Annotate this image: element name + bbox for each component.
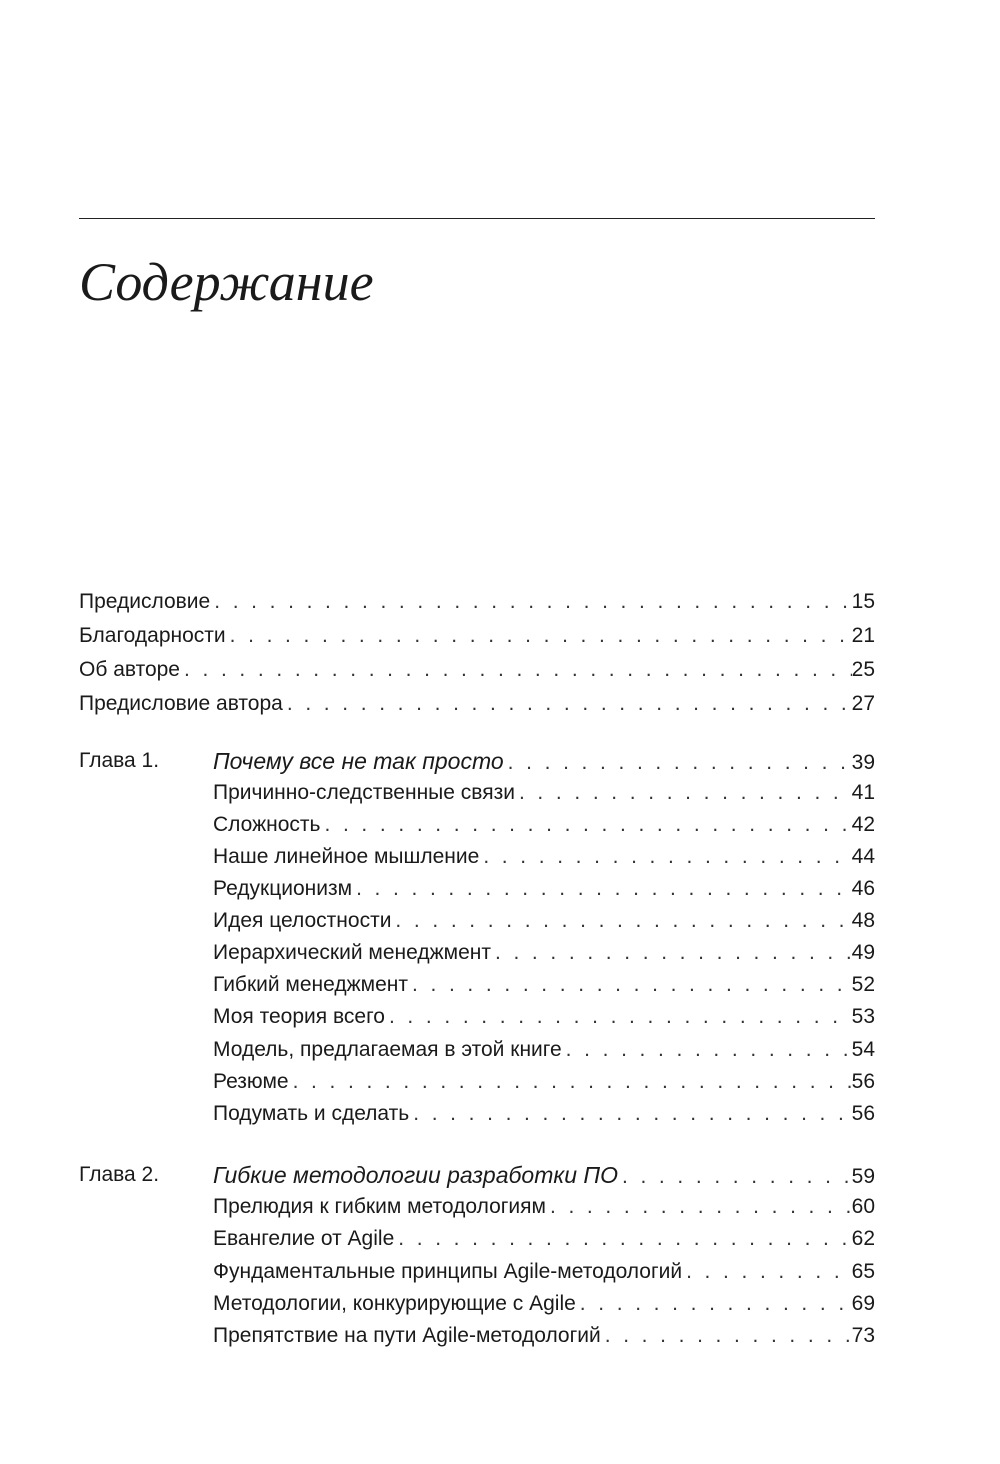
dot-leader [515, 777, 852, 809]
toc-section[interactable] [213, 1034, 875, 1066]
chapter-1-number: Глава 1. [79, 749, 160, 772]
toc-section[interactable] [213, 905, 875, 937]
toc-entry-label: Резюме [213, 1070, 289, 1093]
toc-entry-page: 21 [851, 624, 875, 647]
toc-entry-author-preface[interactable] [79, 688, 875, 720]
toc-section[interactable] [213, 1098, 875, 1130]
toc-entry-acknowledgements[interactable] [79, 620, 875, 652]
toc-entry-page: 52 [851, 973, 875, 996]
dot-leader [391, 905, 851, 937]
toc-entry-label: Иерархический менеджмент [213, 941, 491, 964]
toc-entry-label: Подумать и сделать [213, 1102, 410, 1125]
toc-entry-page: 49 [851, 941, 875, 964]
toc-entry-label: Редукционизм [213, 877, 353, 900]
toc-section[interactable] [213, 937, 875, 969]
toc-entry-page: 60 [851, 1195, 875, 1218]
dot-leader [479, 841, 851, 873]
toc-entry-page: 53 [851, 1005, 875, 1028]
dot-leader [546, 1191, 852, 1223]
toc-entry-page: 41 [851, 781, 875, 804]
toc-entry-label: Препятствие на пути Agile-методологий [213, 1324, 601, 1347]
toc-entry-label: Гибкий менеджмент [213, 973, 408, 996]
toc-section[interactable] [213, 1320, 875, 1352]
toc-section[interactable] [213, 1256, 875, 1288]
toc-section[interactable] [213, 777, 875, 809]
toc-section[interactable] [213, 841, 875, 873]
dot-leader [320, 809, 851, 841]
toc-section[interactable] [213, 1191, 875, 1223]
toc-entry-page: 56 [851, 1102, 875, 1125]
toc-entry-page: 65 [851, 1260, 875, 1283]
chapter-2-number: Глава 2. [79, 1163, 160, 1186]
toc-chapter-title: Почему все не так просто [213, 748, 504, 774]
dot-leader [562, 1034, 852, 1066]
toc-entry-label: Причинно-следственные связи [213, 781, 515, 804]
toc-entry-page: 69 [851, 1292, 875, 1315]
toc-entry-label: Моя теория всего [213, 1005, 385, 1028]
dot-leader [289, 1066, 852, 1098]
dot-leader [210, 586, 851, 618]
toc-section[interactable] [213, 1001, 875, 1033]
toc-chapter-2[interactable] [213, 1159, 875, 1191]
toc-section[interactable] [213, 1066, 875, 1098]
toc-entry-label: Идея целостности [213, 909, 392, 932]
toc-entry-label: Евангелие от Agile [213, 1227, 395, 1250]
toc-entry-page: 62 [851, 1227, 875, 1250]
toc-entry-page: 73 [851, 1324, 875, 1347]
toc-entry-about-author[interactable] [79, 654, 875, 686]
toc-entry-page: 42 [851, 813, 875, 836]
toc-entry-page: 46 [851, 877, 875, 900]
toc-entry-page: 56 [851, 1070, 875, 1093]
toc-section[interactable] [213, 969, 875, 1001]
toc-entry-page: 27 [851, 692, 875, 715]
toc-chapter-title: Гибкие методологии разработки ПО [213, 1162, 618, 1188]
dot-leader [226, 620, 852, 652]
dot-leader [283, 688, 852, 720]
toc-entry-page: 39 [851, 751, 875, 774]
toc-entry-page: 48 [851, 909, 875, 932]
toc-entry-page: 44 [851, 845, 875, 868]
toc-entry-page: 54 [851, 1038, 875, 1061]
toc-entry-label: Фундаментальные принципы Agile-методологий [213, 1260, 683, 1283]
toc-entry-page: 25 [851, 658, 875, 681]
dot-leader [491, 937, 852, 969]
dot-leader [682, 1256, 852, 1288]
dot-leader [504, 747, 852, 779]
toc-entry-label: Предисловие [79, 590, 211, 613]
page-title: Содержание [79, 252, 374, 312]
toc-entry-page: 15 [851, 590, 875, 613]
dot-leader [601, 1320, 852, 1352]
dot-leader [385, 1001, 852, 1033]
dot-leader [409, 1098, 851, 1130]
toc-entry-label: Предисловие автора [79, 692, 283, 715]
toc-entry-preface[interactable] [79, 586, 875, 618]
toc-entry-label: Об авторе [79, 658, 180, 681]
toc-chapter-1[interactable] [213, 745, 875, 777]
toc-section[interactable] [213, 873, 875, 905]
toc-entry-label: Сложность [213, 813, 321, 836]
dot-leader [408, 969, 852, 1001]
toc-section[interactable] [213, 1223, 875, 1255]
toc-entry-label: Методологии, конкурирующие с Agile [213, 1292, 576, 1315]
toc-entry-page: 59 [851, 1165, 875, 1188]
toc-entry-label: Благодарности [79, 624, 226, 647]
toc-entry-label: Наше линейное мышление [213, 845, 480, 868]
toc-section[interactable] [213, 809, 875, 841]
toc-entry-label: Прелюдия к гибким методологиям [213, 1195, 546, 1218]
dot-leader [618, 1161, 852, 1193]
toc-section[interactable] [213, 1288, 875, 1320]
dot-leader [352, 873, 852, 905]
dot-leader [576, 1288, 852, 1320]
toc-entry-label: Модель, предлагаемая в этой книге [213, 1038, 562, 1061]
dot-leader [394, 1223, 851, 1255]
dot-leader [180, 654, 852, 686]
